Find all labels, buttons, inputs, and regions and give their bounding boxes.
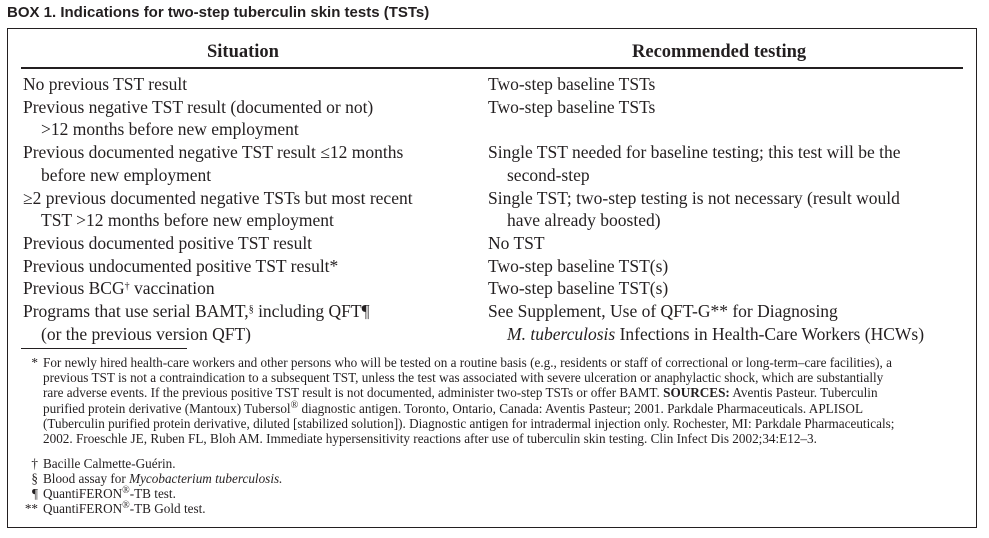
testing-cell [488, 300, 924, 345]
situation-text-end: vaccination [129, 278, 215, 299]
footnote-ref-dagger: † [124, 281, 130, 293]
situation-text-end: including QFT¶ [253, 301, 370, 321]
footnote-line: For newly hired health-care workers and other persons who will be tested on a routine basis (e.g., residents or staff of correctional or long-term–care facilities), a [43, 355, 892, 370]
situation-text-cont: TST >12 months before new employment [41, 210, 334, 231]
situation-cell [23, 300, 370, 345]
footnote-line: previous TST is not a contraindication to a subsequent TST, unless the test was associated with severe ulceration or anaphylactic shock, which are substantially [43, 370, 884, 386]
testing-cell [488, 255, 668, 278]
situation-text: Previous undocumented positive TST result* [23, 255, 339, 276]
situation-text: Previous documented negative TST result ≤12 months [23, 142, 404, 163]
situation-cell [23, 187, 413, 232]
testing-text: Two-step baseline TST(s) [488, 255, 669, 276]
footnote-line: Bacille Calmette-Guérin. [43, 456, 176, 471]
testing-text: Single TST needed for baseline testing; this test will be the [488, 142, 901, 163]
footnote-line: QuantiFERON®-TB Gold test. [43, 500, 206, 516]
testing-text: Two-step baseline TSTs [488, 96, 656, 117]
footnote-line: purified protein derivative (Mantoux) Tubersol® diagnostic antigen. Toronto, Ontario, Canada: Aventis Pasteur; 2001. Parkdale Pharmaceuticals. APLISOL [43, 399, 864, 416]
situation-cell [23, 232, 312, 255]
testing-text: Two-step baseline TST(s) [488, 278, 669, 299]
testing-text-italic: M. tuberculosis [507, 323, 616, 344]
situation-cell [23, 141, 403, 186]
situation-text: No previous TST result [23, 74, 188, 94]
testing-cell [488, 187, 900, 232]
footnote-mark: ¶ [32, 486, 38, 501]
testing-cell [488, 96, 655, 119]
situation-text-cont: (or the previous version QFT) [41, 323, 251, 344]
footnote-line: rare adverse events. If the previous positive TST result is not documented, administer two-step TSTs or offer BAMT. SOURCES: Aventis Pasteur. Tuberculin [43, 385, 878, 401]
footnote-line: Blood assay for Mycobacterium tuberculosis. [43, 471, 283, 486]
situation-text: Previous documented positive TST result [23, 232, 313, 253]
testing-text: Single TST; two-step testing is not necessary (result would [488, 187, 900, 208]
testing-text: Two-step baseline TSTs [488, 74, 656, 94]
footnote-line: QuantiFERON®-TB test. [43, 485, 176, 501]
footnote-mark: † [31, 456, 38, 471]
testing-cell [488, 141, 900, 186]
footnote-mark: § [31, 471, 38, 486]
testing-text: No TST [488, 232, 545, 253]
situation-cell [23, 255, 338, 278]
situation-text: Previous BCG [23, 278, 125, 299]
situation-text: Programs that use serial BAMT, [23, 301, 249, 321]
situation-cell [23, 96, 373, 141]
situation-text-cont: before new employment [41, 164, 212, 185]
situation-text: ≥2 previous documented negative TSTs but most recent [23, 187, 413, 208]
footnote-rule [21, 348, 187, 349]
testing-cell [488, 232, 545, 255]
footnote-line: 2002. Froeschle JE, Ruben FL, Bloh AM. Immediate hypersensitivity reactions after use of tuberculin skin testing. Clin Infect Dis 2002;34:E12–3. [43, 431, 817, 447]
situation-cell [23, 277, 215, 300]
header-recommended-testing: Recommended testing [632, 42, 807, 62]
footnote-mark: ** [24, 501, 38, 516]
header-situation: Situation [207, 42, 279, 62]
testing-text: See Supplement, Use of QFT-G** for Diagnosing [488, 301, 838, 321]
footnote-ref-section: § [248, 304, 254, 315]
testing-text-cont: Infections in Health-Care Workers (HCWs) [615, 323, 925, 344]
sources-label: SOURCES: [663, 385, 730, 401]
footnote-line: (Tuberculin purified protein derivative, diluted [stabilized solution]). Diagnostic antigen for intradermal injection only. Rochester, MI: Parkdale Pharmaceuticals; [43, 415, 895, 431]
testing-text-cont: have already boosted) [507, 210, 661, 231]
box-title: BOX 1. Indications for two-step tuberculin skin tests (TSTs) [7, 4, 430, 21]
testing-cell [488, 277, 668, 300]
header-rule [21, 67, 963, 69]
situation-text: Previous negative TST result (documented or not) [23, 96, 374, 117]
situation-text-cont: >12 months before new employment [41, 119, 299, 140]
testing-text-cont: second-step [507, 164, 590, 185]
footnote-mark: * [31, 355, 38, 370]
testing-cell [488, 73, 655, 96]
situation-cell [23, 73, 187, 96]
